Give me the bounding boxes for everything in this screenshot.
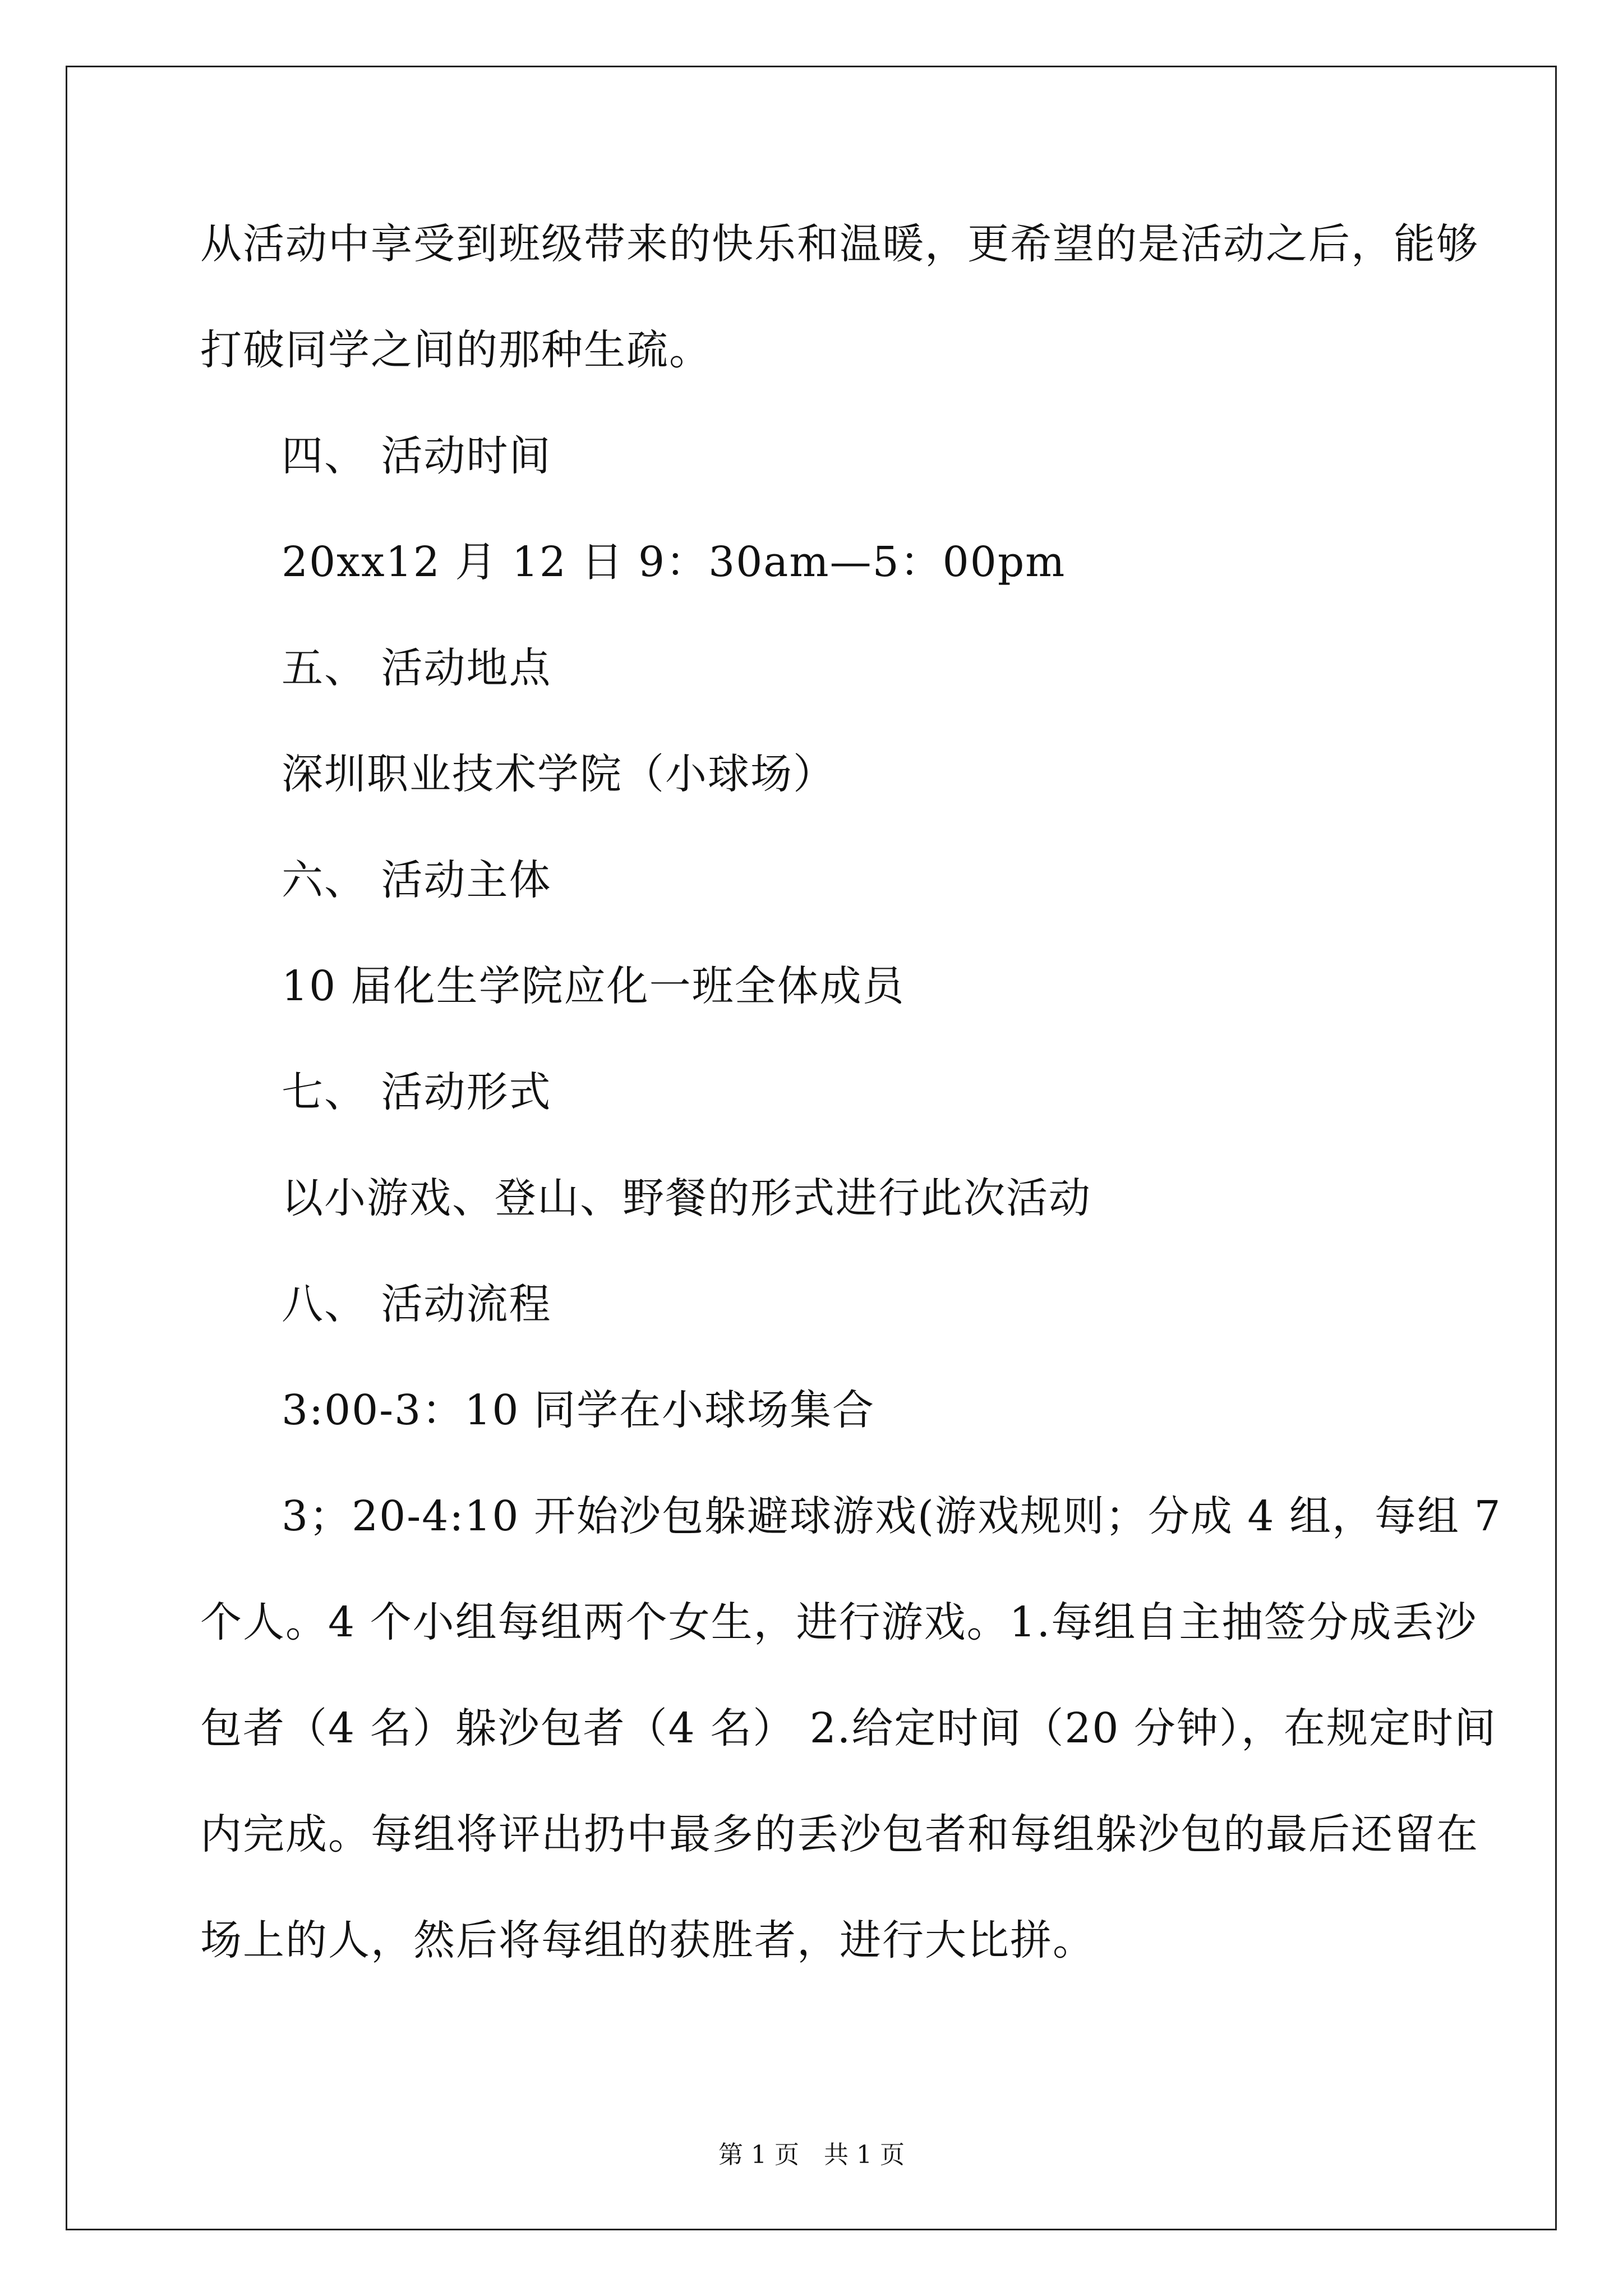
section-heading-location: 五、 活动地点 xyxy=(282,644,552,692)
section-heading-process: 八、 活动流程 xyxy=(282,1280,552,1328)
paragraph-line: 打破同学之间的那种生疏。 xyxy=(200,326,712,374)
section-heading-participants: 六、 活动主体 xyxy=(282,856,552,904)
page-border xyxy=(66,66,1557,2230)
process-step: 3:00-3：10 同学在小球场集合 xyxy=(282,1386,875,1434)
process-step: 3；20-4:10 开始沙包躲避球游戏(游戏规则；分成 4 组，每组 7 xyxy=(282,1492,1502,1540)
paragraph-line: 个人。4 个小组每组两个女生，进行游戏。1.每组自主抽签分成丢沙 xyxy=(200,1598,1478,1646)
section-heading-format: 七、 活动形式 xyxy=(282,1068,552,1116)
page-number: 第 1 页 共 1 页 xyxy=(718,2141,905,2169)
section-heading-time: 四、 活动时间 xyxy=(282,432,552,480)
paragraph-line: 内完成。每组将评出扔中最多的丢沙包者和每组躲沙包的最后还留在 xyxy=(200,1810,1479,1858)
activity-format-value: 以小游戏、登山、野餐的形式进行此次活动 xyxy=(282,1174,1091,1222)
paragraph-line: 从活动中享受到班级带来的快乐和温暖，更希望的是活动之后，能够 xyxy=(200,220,1479,268)
paragraph-line: 包者（4 名）躲沙包者（4 名） 2.给定时间（20 分钟），在规定时间 xyxy=(200,1704,1497,1752)
activity-location-value: 深圳职业技术学院（小球场） xyxy=(282,750,836,798)
activity-time-value: 20xx12 月 12 日 9：30am—5：00pm xyxy=(282,538,1066,586)
activity-participants-value: 10 届化生学院应化一班全体成员 xyxy=(282,962,905,1010)
paragraph-line: 场上的人，然后将每组的获胜者，进行大比拼。 xyxy=(200,1916,1095,1964)
